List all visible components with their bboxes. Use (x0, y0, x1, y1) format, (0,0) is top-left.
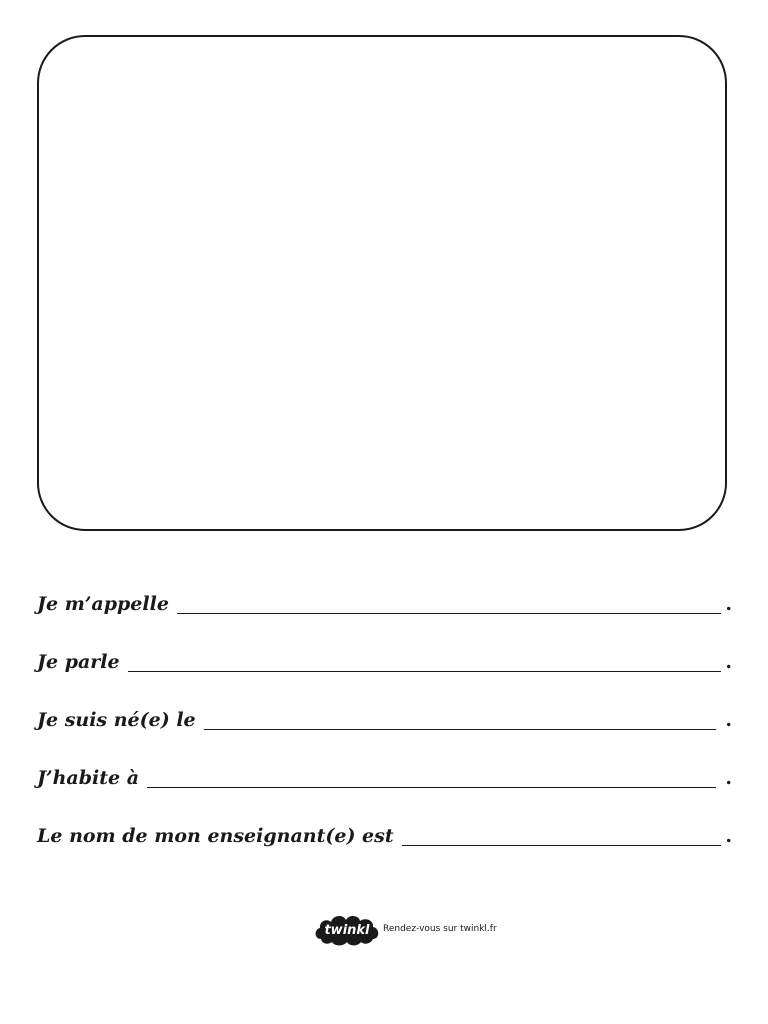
teacher-label: Le nom de mon enseignant(e) est (37, 825, 394, 847)
address-line (37, 766, 732, 790)
language-period: . (725, 651, 732, 673)
name-blank[interactable] (177, 612, 721, 614)
address-blank[interactable] (147, 786, 716, 788)
footer (313, 909, 497, 949)
teacher-period: . (725, 825, 732, 847)
birthdate-label: Je suis né(e) le (37, 709, 196, 731)
logo-text: twinkl (324, 923, 370, 938)
teacher-line (37, 824, 732, 848)
name-label: Je m’appelle (37, 593, 169, 615)
language-blank[interactable] (128, 670, 722, 672)
photo-frame (37, 35, 727, 531)
address-period: . (725, 767, 732, 789)
teacher-blank[interactable] (402, 844, 722, 846)
twinkl-logo (313, 909, 381, 949)
birthdate-blank[interactable] (204, 728, 717, 730)
language-label: Je parle (37, 651, 120, 673)
birthdate-line (37, 708, 732, 732)
cloud-icon (313, 909, 381, 949)
name-period: . (725, 593, 732, 615)
language-line (37, 650, 732, 674)
birthdate-period: . (725, 709, 732, 731)
name-line (37, 592, 732, 616)
footer-tagline[interactable]: Rendez-vous sur twinkl.fr (383, 924, 497, 934)
address-label: J’habite à (37, 767, 140, 789)
